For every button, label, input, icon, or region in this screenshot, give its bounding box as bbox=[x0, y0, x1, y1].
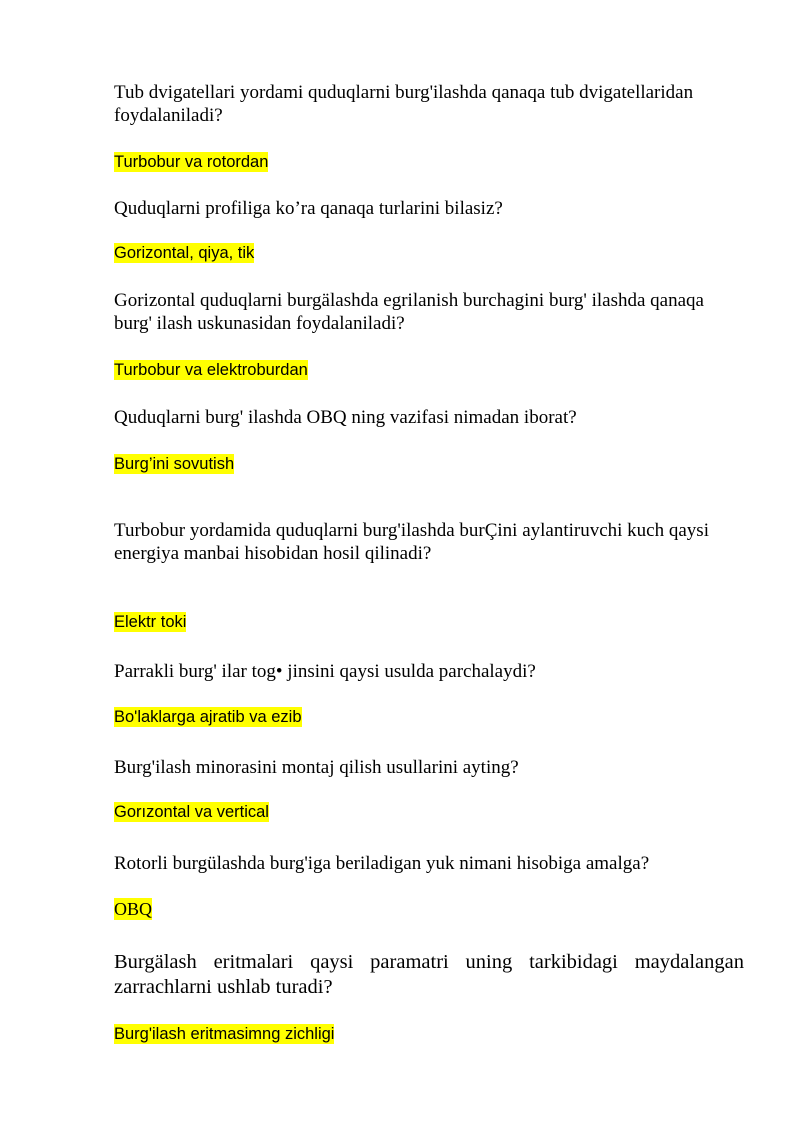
answer-7 bbox=[114, 802, 269, 822]
answer-5-highlight: Elektr toki bbox=[114, 613, 187, 631]
question-7: Burg'ilash minorasini montaj qilish usullarini ayting? bbox=[114, 757, 519, 778]
answer-5 bbox=[114, 612, 186, 632]
answer-2 bbox=[114, 243, 254, 263]
answer-4 bbox=[114, 454, 234, 474]
answer-4-highlight: Burg’ini sovutish bbox=[114, 455, 235, 473]
question-5: Turbobur yordamida quduqlarni burg'ilashda burÇini aylantiruvchi kuch qaysi energiya manbai hisobidan hosil qilinadi? bbox=[114, 520, 709, 564]
question-1: Tub dvigatellari yordami quduqlarni burg'ilashda qanaqa tub dvigatellaridan foydalaniladi? bbox=[114, 82, 694, 126]
answer-3 bbox=[114, 360, 308, 380]
answer-3-highlight: Turbobur va elektroburdan bbox=[114, 361, 308, 379]
question-2: Quduqlarni profiliga ko’ra qanaqa turlarini bilasiz? bbox=[114, 198, 503, 219]
answer-2-highlight: Gorizontal, qiya, tik bbox=[114, 244, 255, 262]
answer-7-highlight: Gorızontal va vertical bbox=[114, 803, 269, 821]
question-6: Parrakli burg' ilar tog• jinsini qaysi usulda parchalaydi? bbox=[114, 661, 536, 682]
question-3: Gorizontal quduqlarni burgälashda egrilanish burchagini burg' ilashda qanaqa burg' ilash uskunasidan foydalaniladi? bbox=[114, 290, 704, 334]
answer-1 bbox=[114, 152, 268, 172]
question-9: Burgälash eritmalari qaysi paramatri uning tarkibidagi maydalangan zarrachlarni ushlab turadi? bbox=[114, 951, 744, 998]
answer-1-highlight: Turbobur va rotordan bbox=[114, 153, 269, 171]
answer-8-highlight: OBQ bbox=[114, 899, 153, 919]
answer-8 bbox=[114, 899, 152, 919]
answer-6-highlight: Bo'laklarga ajratib va ezib bbox=[114, 708, 302, 726]
answer-9 bbox=[114, 1024, 334, 1044]
question-8: Rotorli burgülashda burg'iga beriladigan yuk nimani hisobiga amalga? bbox=[114, 853, 650, 874]
answer-9-highlight: Burg'ilash eritmasimng zichligi bbox=[114, 1025, 335, 1043]
question-4: Quduqlarni burg' ilashda OBQ ning vazifasi nimadan iborat? bbox=[114, 407, 577, 428]
answer-6 bbox=[114, 707, 302, 727]
